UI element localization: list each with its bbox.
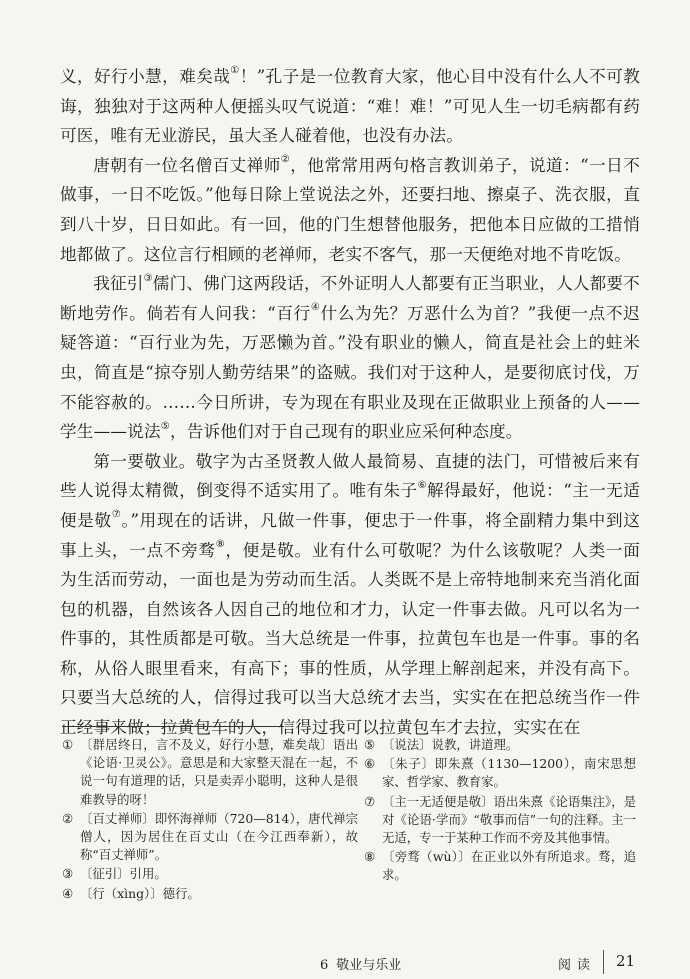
footnote-text: 〔征引〕引用。 [80, 866, 167, 882]
paragraph-2 [60, 151, 640, 269]
page-footer [0, 950, 690, 974]
footnote-marker: ⑦ [111, 509, 122, 521]
text-run: 唐朝有一位名僧百丈禅师 [93, 155, 281, 175]
footnote-text: 〔主一无适便是敬〕语出朱熹《论语集注》，是对《论语·学而》“敬事而信”一句的注释。主一无适，专一于某种工作而不旁及其他事情。 [382, 793, 637, 846]
chapter-number: 6 [320, 958, 329, 973]
footnote [62, 865, 358, 883]
footnote-marker: ⑥ [417, 479, 427, 491]
footnote [62, 885, 358, 903]
chapter-title: 敬业与乐业 [336, 958, 402, 973]
footnote-number: ⑤ [364, 737, 376, 752]
main-text [60, 62, 640, 743]
text-run: 我征引 [93, 274, 144, 294]
text-run: ，告诉他们对于自己现有的职业应采何种态度。 [169, 422, 523, 442]
footnote-number: ④ [62, 885, 74, 901]
text-run: ！”孔子是一位教育大家，他心目中没有什么人不可教诲，独独对于这两种人便摇头叹气说道：“难！难！”可见人生一切毛病都有药可医，唯有无业游民，虽大圣人碰着他，也没有办法。 [60, 67, 640, 146]
text-run: ，他常常用两句格言教训弟子，说道：“一日不做事，一日不吃饭。”他每日除上堂说法之外，还要扫地、擦桌子、洗衣服，直到八十岁，日日如此。有一回，他的门生想替他服务，把他本日应做的工措悄地都做了。这位言行相顾的老禅师，老实不客气，那一天便绝对地不肯吃饭。 [60, 155, 641, 264]
footnote-marker: ② [280, 154, 291, 166]
text-run: 。”用现在的话讲，凡做一件事，便忠于一件事，将全副精力集中到这事上头，一点不旁骛 [60, 510, 641, 560]
footnote-marker: ③ [143, 272, 153, 284]
paragraph-3 [60, 269, 640, 447]
footnote [364, 793, 636, 848]
text-run: 什么为先？万恶什么为首？”我便一点不迟疑答道：“百行业为先，万恶懒为首。”没有职业的懒人，简直是社会上的蛀米虫，简直是“掠夺别人勤劳结果”的盗贼。我们对于这种人，是要彻底讨伐，万不能容赦的。……今日所讲，专为现在有职业及现在正做职业上预备的人——学生——说法 [60, 303, 640, 442]
page-number: 21 [616, 952, 636, 970]
paragraph-4 [60, 447, 640, 743]
footer-divider [603, 950, 604, 974]
footnote-text: 〔群居终日，言不及义，好行小慧，难矣哉〕语出《论语·卫灵公》。意思是和大家整天混在一起，不说一句有道理的话，只是卖弄小聪明，这种人是很难教导的呀！ [80, 737, 358, 807]
text-run: 义，好行小慧，难矣哉 [60, 67, 231, 86]
paragraph-1 [60, 62, 640, 151]
footnote-divider [62, 726, 284, 727]
text-run: 儒门、佛门这两段话，不外证明人人都要有正当职业，人人都要不断地劳作。倘若有人问我：“百行 [60, 274, 640, 323]
text-run: 第一要敬业。敬字为古圣贤教人做人最简易、直捷的法门，可惜被后来有些人说得太精微，倒变得不适实用了。唯有朱子 [60, 451, 640, 501]
footnote-number: ⑧ [364, 849, 376, 865]
footnote-text: 〔旁骛（wù）〕在正业以外有所追求。骛，追求。 [382, 849, 636, 883]
footnote-number: ③ [62, 866, 74, 882]
text-run: 解得最好，他说：“主一无适便是敬 [60, 481, 640, 530]
footnote [62, 736, 358, 809]
footnotes-left-column [62, 736, 358, 904]
footnote-number: ⑥ [364, 756, 376, 772]
footnote-text: 〔百丈禅师〕即怀海禅师（720—814），唐代禅宗僧人，因为居住在百丈山（在今江西奉新），故称“百丈禅师”。 [80, 810, 358, 863]
footnote-text: 〔行（xìng）〕德行。 [80, 885, 200, 901]
footnote-marker: ⑧ [215, 538, 226, 550]
footnote-number: ⑦ [364, 793, 376, 809]
footnote [364, 736, 636, 754]
footnote [62, 810, 358, 865]
section-label: 阅读 [558, 958, 597, 973]
footnotes-right-column [364, 736, 636, 886]
footnote-number: ① [62, 737, 74, 752]
footnote [364, 848, 636, 884]
footnote [364, 755, 636, 791]
footnote-text: 〔朱子〕即朱熹（1130—1200），南宋思想家、哲学家、教育家。 [382, 756, 636, 790]
footnote-marker: ⑤ [160, 420, 170, 432]
footnote-marker: ① [230, 65, 240, 77]
running-footer-chapter [320, 954, 401, 973]
footnote-marker: ④ [310, 302, 321, 314]
text-run: ，便是敬。业有什么可敬呢？为什么该敬呢？人类一面为生活而劳动，一面也是为劳动而生活。人类既不是上帝特地制来充当消化面包的机器，自然该各人因自己的地位和才力，认定一件事去做。凡可以名为一件事的，其性质都是可敬。当大总统是一件事，拉黄包车也是一件事。事的名称，从俗人眼里看来，有高下；事的性质，从学理上解剖起来，并没有高下。只要当大总统的人，信得过我可以当大总统才去当，实实在在把总统当作一件正经事来做；拉黄包车的人，信得过我可以拉黄包车才去拉，实实在在 [60, 540, 640, 738]
footnote-text: 〔说法〕说教，讲道理。 [382, 737, 519, 752]
footnote-number: ② [62, 810, 74, 826]
